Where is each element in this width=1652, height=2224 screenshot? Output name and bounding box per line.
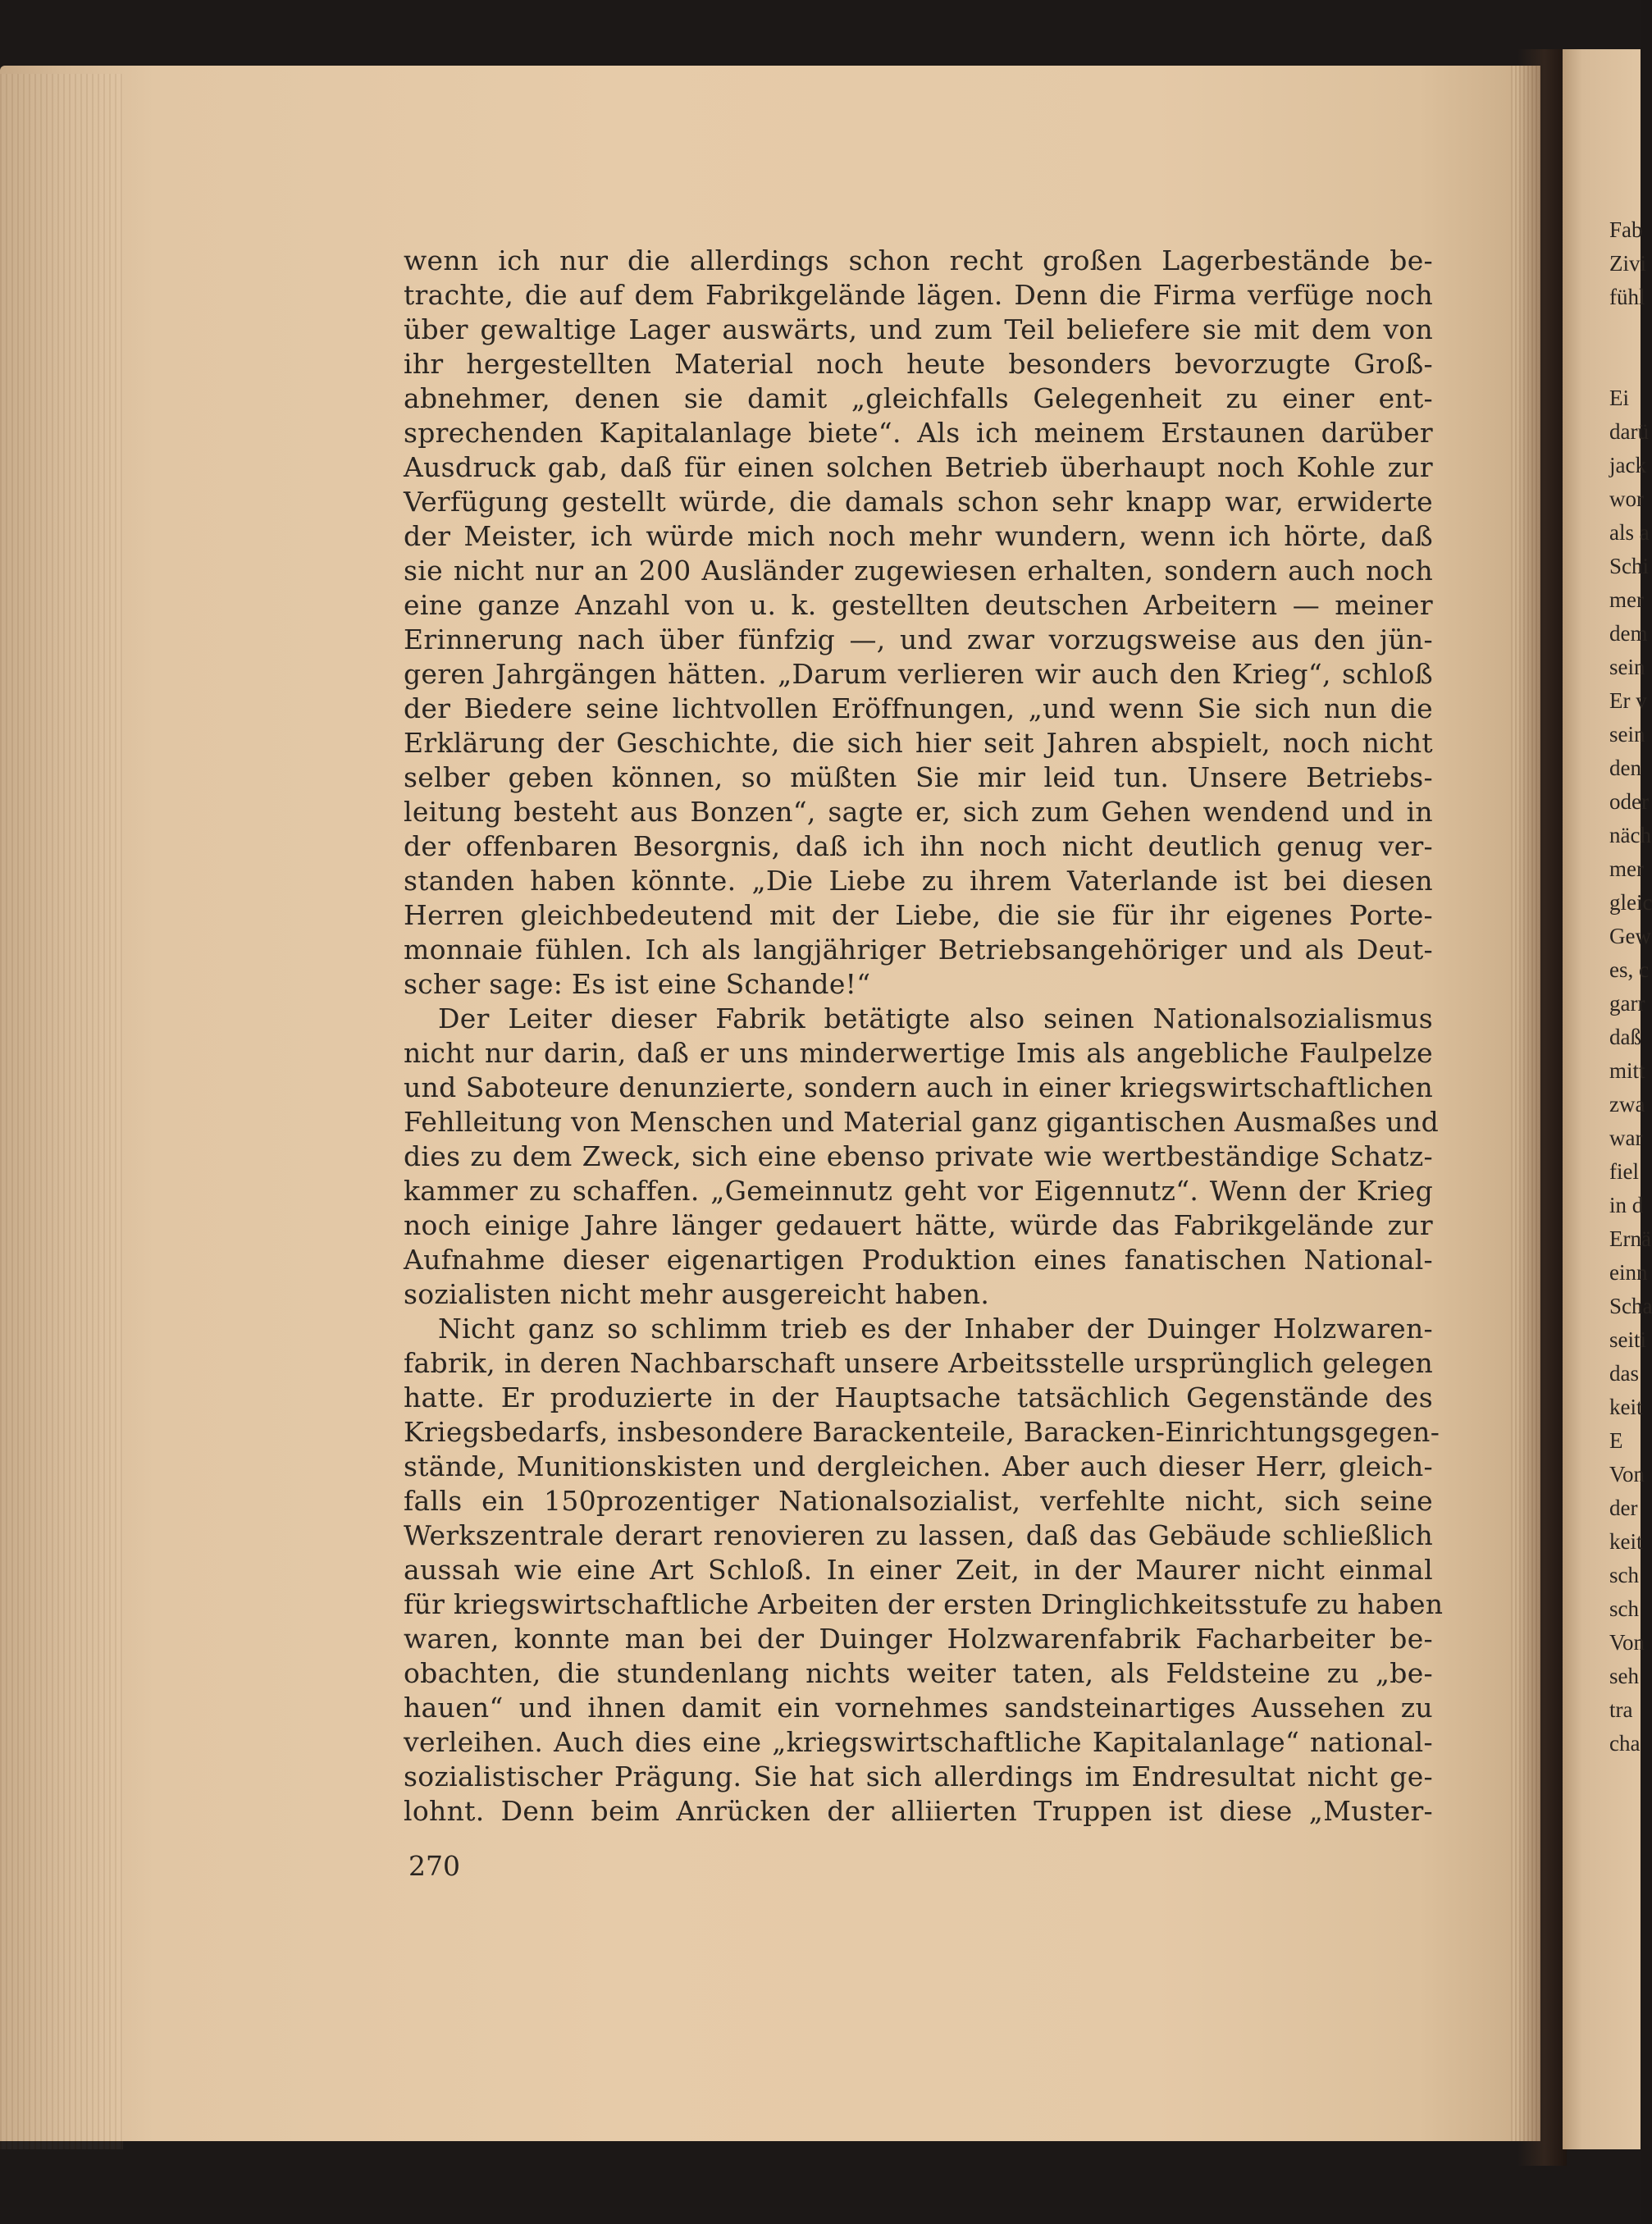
text-line: der Meister, ich würde mich noch mehr wundern, wenn ich hörte, daß xyxy=(404,520,1433,552)
text-line: falls ein 150prozentiger Nationalsozialist, verfehlte nicht, sich seine xyxy=(404,1485,1433,1517)
text-line: Erklärung der Geschichte, die sich hier seit Jahren abspielt, noch nicht xyxy=(404,727,1433,759)
facing-page-fragment: sch xyxy=(1609,1563,1639,1587)
facing-page-fragment: Gew xyxy=(1609,924,1651,948)
text-line: ihr hergestellten Material noch heute besonders bevorzugte Groß- xyxy=(404,348,1433,380)
text-line: obachten, die stundenlang nichts weiter taten, als Feldsteine zu „be- xyxy=(404,1657,1433,1689)
facing-page-fragment: Von xyxy=(1609,1462,1645,1486)
facing-page-fragment: Fab xyxy=(1609,217,1643,242)
facing-page-fragment: keit xyxy=(1609,1395,1643,1419)
facing-page-fragment: dem xyxy=(1609,621,1648,646)
facing-page-fragment: Er v xyxy=(1609,688,1647,713)
text-line: über gewaltige Lager auswärts, und zum Teil beliefere sie mit dem von xyxy=(404,313,1433,345)
text-line: lohnt. Denn beim Anrücken der alliierten Truppen ist diese „Muster- xyxy=(404,1795,1433,1827)
facing-page-fragment: Von xyxy=(1609,1630,1645,1655)
text-line: Der Leiter dieser Fabrik betätigte also seinen Nationalsozialismus xyxy=(438,1002,1433,1034)
facing-page-fragment: fiel xyxy=(1609,1159,1639,1184)
facing-page-text xyxy=(1609,213,1652,1760)
facing-page-fragment: sein xyxy=(1609,655,1645,679)
facing-page-fragment: mer xyxy=(1609,856,1644,881)
text-line: Ausdruck gab, daß für einen solchen Betrieb überhaupt noch Kohle zur xyxy=(404,451,1433,483)
text-line: leitung besteht aus Bonzen“, sagte er, sich zum Gehen wendend und in xyxy=(404,796,1433,828)
text-line: wenn ich nur die allerdings schon recht großen Lagerbestände be- xyxy=(404,244,1433,276)
page-number: 270 xyxy=(408,1850,460,1882)
facing-page-fragment: garr xyxy=(1609,991,1645,1016)
text-line: geren Jahrgängen hätten. „Darum verlieren wir auch den Krieg“, schloß xyxy=(404,658,1433,690)
facing-page-fragment: als a xyxy=(1609,520,1650,545)
facing-page-fragment: Ei xyxy=(1609,386,1629,410)
text-line: abnehmer, denen sie damit „gleichfalls Gelegenheit zu einer ent- xyxy=(404,382,1433,414)
facing-page-fragment: oder xyxy=(1609,789,1649,814)
text-line: dies zu dem Zweck, sich eine ebenso private wie wertbeständige Schatz- xyxy=(404,1140,1433,1172)
facing-page-fragment: darü xyxy=(1609,419,1649,444)
body-text xyxy=(404,244,1444,1829)
text-line: der offenbaren Besorgnis, daß ich ihn noch nicht deutlich genug ver- xyxy=(404,830,1433,862)
text-line: scher sage: Es ist eine Schande!“ xyxy=(404,968,871,1000)
facing-page-fragment: der xyxy=(1609,1496,1638,1520)
facing-page-fragment: einn xyxy=(1609,1260,1648,1285)
text-line: trachte, die auf dem Fabrikgelände lägen. Denn die Firma verfüge noch xyxy=(404,279,1433,311)
text-line: monnaie fühlen. Ich als langjähriger Betriebsangehöriger und als Deut- xyxy=(404,934,1433,966)
facing-page-fragment: Ernä xyxy=(1609,1226,1651,1251)
facing-page-fragment: Zivi xyxy=(1609,251,1646,276)
facing-page-fragment: näch xyxy=(1609,823,1651,847)
text-line: noch einige Jahre länger gedauert hätte, würde das Fabrikgelände zur xyxy=(404,1209,1433,1241)
facing-page-fragment: den xyxy=(1609,756,1641,780)
facing-page-fragment: E xyxy=(1609,1428,1623,1453)
text-line: kammer zu schaffen. „Gemeinnutz geht vor Eigennutz“. Wenn der Krieg xyxy=(404,1175,1433,1207)
text-line: hauen“ und ihnen damit ein vornehmes sandsteinartiges Aussehen zu xyxy=(404,1692,1433,1724)
book-gutter xyxy=(1517,49,1567,2166)
text-line: verleihen. Auch dies eine „kriegswirtschaftliche Kapitalanlage“ national- xyxy=(404,1726,1433,1758)
facing-page-fragment: Scha xyxy=(1609,1294,1652,1318)
text-line: sozialisten nicht mehr ausgereicht haben. xyxy=(404,1278,990,1310)
facing-page-fragment: jack xyxy=(1609,453,1646,477)
text-line: sprechenden Kapitalanlage biete“. Als ich meinem Erstaunen darüber xyxy=(404,417,1433,449)
text-line: nicht nur darin, daß er uns minderwertige Imis als angebliche Faulpelze xyxy=(404,1037,1433,1069)
text-line: Herren gleichbedeutend mit der Liebe, die sie für ihr eigenes Porte- xyxy=(404,899,1433,931)
facing-page-fragment: in d xyxy=(1609,1193,1644,1217)
facing-page-fragment: sein xyxy=(1609,722,1645,747)
text-line: Fehlleitung von Menschen und Material ganz gigantischen Ausmaßes und xyxy=(404,1106,1440,1138)
facing-page-fragment: tra xyxy=(1609,1697,1633,1722)
text-line: fabrik, in deren Nachbarschaft unsere Arbeitsstelle ursprünglich gelegen xyxy=(404,1347,1433,1379)
text-line: aussah wie eine Art Schloß. In einer Zeit, in der Maurer nicht einmal xyxy=(404,1554,1433,1586)
text-line: für kriegswirtschaftliche Arbeiten der ersten Dringlichkeitsstufe zu haben xyxy=(404,1588,1444,1620)
facing-page-fragment: mitt xyxy=(1609,1058,1645,1083)
facing-page-fragment xyxy=(1609,348,1642,381)
facing-page-fragment: fühl xyxy=(1609,285,1645,309)
text-line: hatte. Er produzierte in der Hauptsache tatsächlich Gegenstände des xyxy=(404,1381,1433,1413)
facing-page-fragment: sch xyxy=(1609,1596,1639,1621)
text-line: Nicht ganz so schlimm trieb es der Inhaber der Duinger Holzwaren- xyxy=(438,1313,1433,1345)
text-line: und Saboteure denunzierte, sondern auch in einer kriegswirtschaftlichen xyxy=(404,1071,1433,1103)
facing-page-fragment: Schi xyxy=(1609,554,1650,578)
facing-page-fragment: seh xyxy=(1609,1664,1639,1688)
facing-page-fragment: cha xyxy=(1609,1731,1641,1756)
facing-page-fragment: gleic xyxy=(1609,890,1652,915)
facing-page-fragment xyxy=(1609,314,1642,348)
page-stack-edges xyxy=(0,74,123,2149)
text-line: stände, Munitionskisten und dergleichen. Aber auch dieser Herr, gleich- xyxy=(404,1450,1433,1482)
text-line: eine ganze Anzahl von u. k. gestellten deutschen Arbeitern — meiner xyxy=(404,589,1433,621)
text-line: Aufnahme dieser eigenartigen Produktion eines fanatischen National- xyxy=(404,1244,1433,1276)
text-line: Verfügung gestellt würde, die damals schon sehr knapp war, erwiderte xyxy=(404,486,1433,518)
text-line: sozialistischer Prägung. Sie hat sich allerdings im Endresultat nicht ge- xyxy=(404,1760,1433,1792)
text-line: Werkszentrale derart renovieren zu lassen, daß das Gebäude schließlich xyxy=(404,1519,1433,1551)
text-line: waren, konnte man bei der Duinger Holzwarenfabrik Facharbeiter be- xyxy=(404,1623,1433,1655)
facing-page-fragment: es, c xyxy=(1609,957,1649,982)
facing-page-fragment: daß xyxy=(1609,1025,1641,1049)
facing-page-fragment: seiti xyxy=(1609,1327,1646,1352)
text-line: der Biedere seine lichtvollen Eröffnungen, „und wenn Sie sich nun die xyxy=(404,692,1433,724)
facing-page-fragment: war xyxy=(1609,1126,1643,1150)
facing-page-fragment: das xyxy=(1609,1361,1639,1386)
text-line: selber geben können, so müßten Sie mir leid tun. Unsere Betriebs- xyxy=(404,761,1433,793)
facing-page-fragment: zwa xyxy=(1609,1092,1645,1117)
text-line: sie nicht nur an 200 Ausländer zugewiesen erhalten, sondern auch noch xyxy=(404,555,1433,587)
text-line: Erinnerung nach über fünfzig —, und zwar vorzugsweise aus den jün- xyxy=(404,623,1433,655)
text-line: standen haben könnte. „Die Liebe zu ihrem Vaterlande ist bei diesen xyxy=(404,865,1433,897)
facing-page-fragment: mer xyxy=(1609,587,1644,612)
facing-page-fragment: wor xyxy=(1609,486,1644,511)
text-line: Kriegsbedarfs, insbesondere Barackenteile, Baracken-Einrichtungsgegen- xyxy=(404,1416,1440,1448)
facing-page-fragment: keit xyxy=(1609,1529,1643,1554)
